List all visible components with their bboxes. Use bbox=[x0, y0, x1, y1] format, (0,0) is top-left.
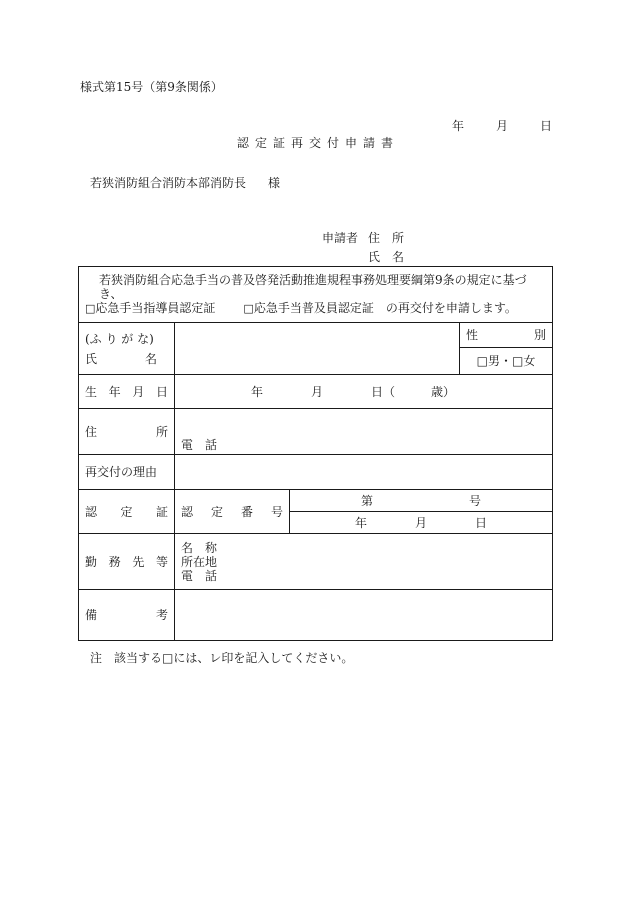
intro-cell bbox=[79, 267, 553, 323]
certificate-date-value: 年 月 日 bbox=[355, 515, 488, 530]
option-promoter: 応急手当普及員認定証 bbox=[253, 301, 374, 315]
intro-suffix: の再交付を申請します。 bbox=[385, 301, 517, 315]
workplace-location-label: 所在地 bbox=[181, 554, 218, 569]
sex-options-cell[interactable] bbox=[460, 348, 553, 375]
workplace-label: 勤 務 先 等 bbox=[85, 554, 168, 569]
addressee bbox=[90, 176, 280, 190]
checkbox-instructor[interactable]: □ bbox=[85, 302, 96, 315]
sex-options: □男・□女 bbox=[476, 354, 536, 368]
intro-line2 bbox=[85, 301, 546, 316]
title-char: 付 bbox=[327, 136, 340, 150]
title-char: 請 bbox=[363, 136, 376, 150]
applicant-name-label: 氏 名 bbox=[368, 250, 405, 264]
title-char: 再 bbox=[290, 136, 303, 150]
title-char: 認 bbox=[236, 136, 249, 150]
workplace-name-label: 名 称 bbox=[181, 540, 218, 555]
certificate-row bbox=[79, 490, 553, 512]
workplace-value-cell[interactable] bbox=[175, 534, 553, 590]
sex-label: 性 別 bbox=[466, 328, 547, 342]
certificate-number-label: 認 定 番 号 bbox=[181, 504, 283, 519]
certificate-label: 認 定 証 bbox=[85, 504, 168, 519]
address-value-cell[interactable] bbox=[175, 409, 553, 455]
honorific: 様 bbox=[268, 176, 281, 190]
option-instructor: 応急手当指導員認定証 bbox=[95, 301, 216, 315]
applicant-label: 申請者 bbox=[322, 231, 359, 245]
address-row bbox=[79, 409, 553, 455]
form-title bbox=[0, 136, 630, 150]
intro-line1: 若狭消防組合応急手当の普及啓発活動推進規程事務処理要綱第9条の規定に基づき、 bbox=[99, 273, 527, 301]
workplace-row bbox=[79, 534, 553, 590]
reason-label: 再交付の理由 bbox=[85, 465, 158, 479]
certificate-number-value: 第 号 bbox=[361, 493, 482, 508]
birthdate-value: 年 月 日（ 歳） bbox=[251, 384, 456, 399]
day-label: 日 bbox=[540, 119, 553, 133]
phone-label: 電 話 bbox=[181, 438, 218, 452]
remarks-label-cell bbox=[79, 590, 175, 641]
furigana-label: (ふ り が な) bbox=[85, 331, 154, 346]
title-char: 定 bbox=[254, 136, 267, 150]
certificate-date-cell[interactable] bbox=[290, 512, 553, 534]
footnote: 注 該当する□には、レ印を記入してください。 bbox=[90, 651, 354, 665]
certificate-label-cell bbox=[79, 490, 175, 534]
remarks-label: 備 考 bbox=[85, 608, 168, 622]
title-char: 証 bbox=[272, 136, 285, 150]
application-table bbox=[78, 266, 553, 641]
birthdate-row bbox=[79, 375, 553, 409]
reason-row bbox=[79, 455, 553, 490]
name-input-cell[interactable] bbox=[175, 323, 460, 375]
birthdate-value-cell[interactable] bbox=[175, 375, 553, 409]
title-char: 書 bbox=[381, 136, 394, 150]
title-char: 交 bbox=[308, 136, 321, 150]
applicant-block bbox=[322, 231, 404, 269]
certificate-number-label-cell bbox=[175, 490, 290, 534]
birthdate-label-cell bbox=[79, 375, 175, 409]
remarks-value-cell[interactable] bbox=[175, 590, 553, 641]
address-label-cell bbox=[79, 409, 175, 455]
month-label: 月 bbox=[496, 119, 509, 133]
reason-label-cell bbox=[79, 455, 175, 490]
reason-value-cell[interactable] bbox=[175, 455, 553, 490]
addressee-name: 若狭消防組合消防本部消防長 bbox=[90, 176, 247, 190]
birthdate-label: 生 年 月 日 bbox=[85, 384, 168, 399]
sex-label-cell bbox=[460, 323, 553, 348]
date-line bbox=[452, 119, 552, 133]
name-label-cell bbox=[79, 323, 175, 375]
applicant-address-label: 住 所 bbox=[368, 231, 405, 245]
title-char: 申 bbox=[345, 136, 358, 150]
intro-row bbox=[79, 267, 553, 323]
form-number: 様式第15号（第9条関係） bbox=[80, 80, 223, 94]
name-label: 氏 名 bbox=[85, 351, 158, 366]
workplace-label-cell bbox=[79, 534, 175, 590]
address-label: 住 所 bbox=[85, 424, 168, 439]
name-row bbox=[79, 323, 553, 348]
workplace-phone-label: 電 話 bbox=[181, 568, 218, 583]
checkbox-promoter[interactable]: □ bbox=[243, 302, 254, 315]
certificate-number-cell[interactable] bbox=[290, 490, 553, 512]
remarks-row bbox=[79, 590, 553, 641]
year-label: 年 bbox=[452, 119, 465, 133]
